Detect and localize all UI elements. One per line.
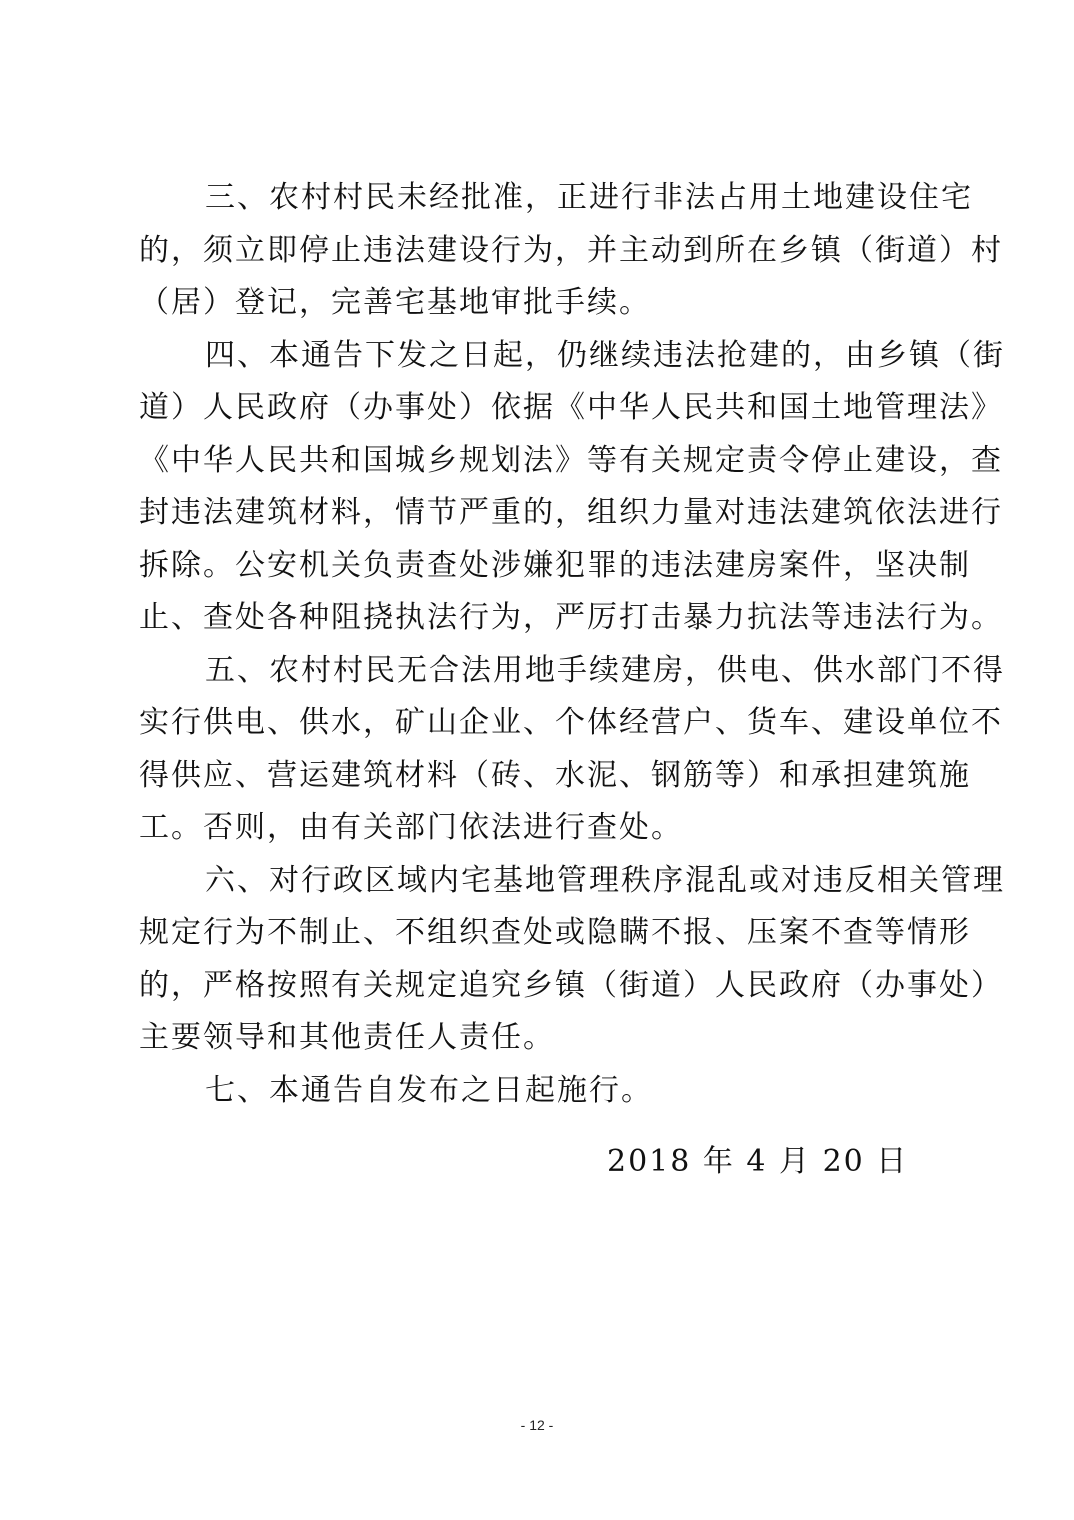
paragraph-line: 七、本通告自发布之日起施行。 bbox=[205, 1072, 653, 1108]
paragraph-line: 封违法建筑材料，情节严重的，组织力量对违法建筑依法进行 bbox=[139, 495, 1003, 530]
page-number: - 12 - bbox=[520, 1417, 554, 1433]
paragraph-line: （居）登记，完善宅基地审批手续。 bbox=[139, 285, 651, 320]
document-date: 2018 年 4 月 20 日 bbox=[607, 1144, 909, 1179]
paragraph-3 bbox=[139, 172, 1003, 330]
paragraph-line: 六、对行政区域内宅基地管理秩序混乱或对违反相关管理 bbox=[205, 862, 1005, 898]
paragraph-line: 止、查处各种阻挠执法行为，严厉打击暴力抗法等违法行为。 bbox=[139, 600, 1003, 635]
paragraph-line: 四、本通告下发之日起，仍继续违法抢建的，由乡镇（街 bbox=[205, 337, 1005, 373]
paragraph-line: 三、农村村民未经批准，正进行非法占用土地建设住宅 bbox=[205, 180, 973, 215]
paragraph-line: 规定行为不制止、不组织查处或隐瞒不报、压案不查等情形 bbox=[139, 915, 971, 950]
paragraph-line: 的，须立即停止违法建设行为，并主动到所在乡镇（街道）村 bbox=[139, 232, 1003, 268]
paragraph-line: 得供应、营运建筑材料（砖、水泥、钢筋等）和承担建筑施 bbox=[139, 757, 971, 793]
paragraph-line: 《中华人民共和国城乡规划法》等有关规定责令停止建设，查 bbox=[139, 442, 1003, 478]
paragraph-line: 拆除。公安机关负责查处涉嫌犯罪的违法建房案件，坚决制 bbox=[139, 547, 971, 583]
paragraph-line: 实行供电、供水，矿山企业、个体经营户、货车、建设单位不 bbox=[139, 705, 1003, 740]
paragraph-line: 的，严格按照有关规定追究乡镇（街道）人民政府（办事处） bbox=[139, 967, 1003, 1003]
paragraph-7 bbox=[139, 1065, 939, 1118]
paragraph-line: 工。否则，由有关部门依法进行查处。 bbox=[139, 810, 683, 845]
paragraph-line: 五、农村村民无合法用地手续建房，供电、供水部门不得 bbox=[205, 652, 1005, 688]
paragraph-6 bbox=[139, 855, 1005, 1065]
paragraph-5 bbox=[139, 645, 1005, 855]
paragraph-4 bbox=[139, 330, 1005, 645]
paragraph-line: 主要领导和其他责任人责任。 bbox=[139, 1020, 555, 1055]
document-body bbox=[139, 172, 1005, 1117]
paragraph-line: 道）人民政府（办事处）依据《中华人民共和国土地管理法》 bbox=[139, 390, 1003, 425]
